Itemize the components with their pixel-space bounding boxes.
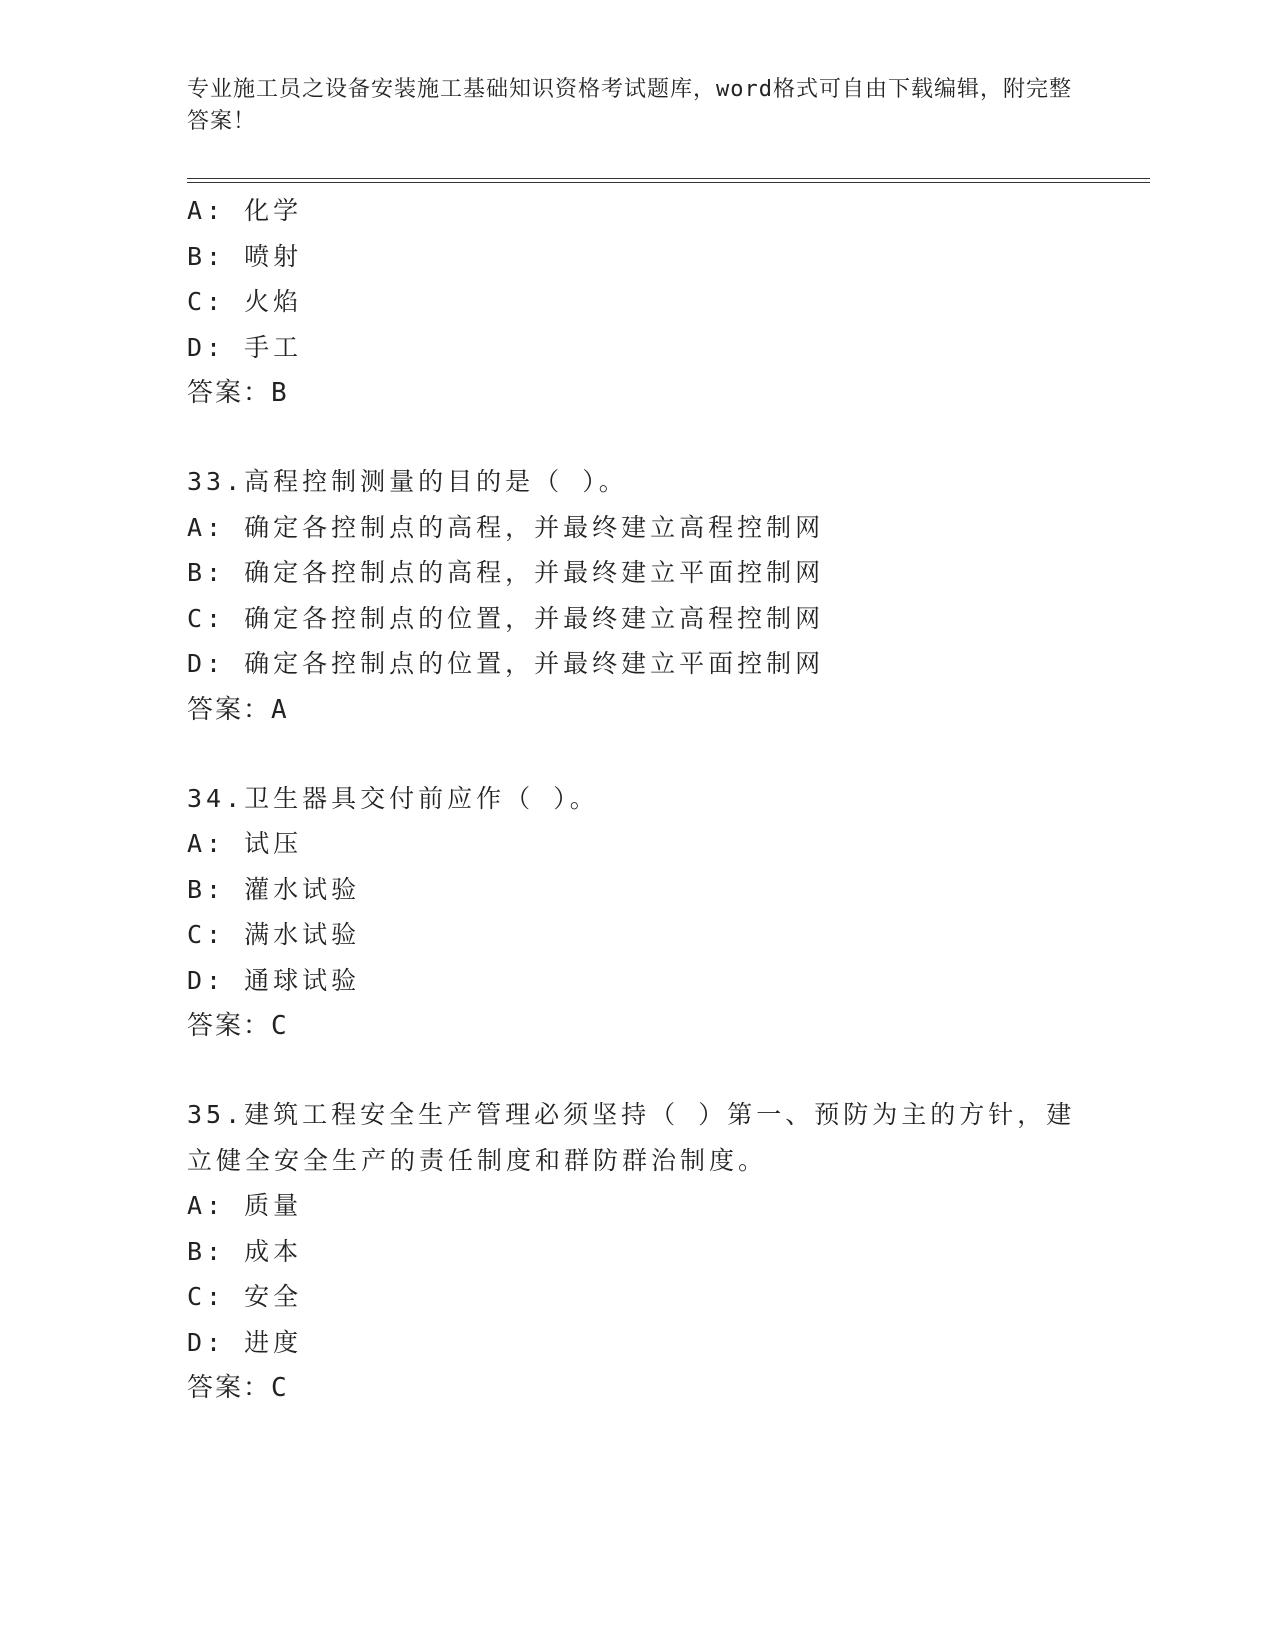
option-c <box>187 1274 1087 1320</box>
option-text: 确定各控制点的高程，并最终建立平面控制网 <box>244 558 825 587</box>
option-letter: B: <box>187 241 226 271</box>
answer-value: B <box>271 378 289 408</box>
option-c <box>187 912 1087 958</box>
option-text: 进度 <box>244 1327 303 1357</box>
option-letter: D: <box>187 965 226 995</box>
answer-label: 答案： <box>187 694 272 725</box>
question-34 <box>187 776 1087 1050</box>
option-c <box>187 279 1087 325</box>
option-text: 确定各控制点的位置，并最终建立高程控制网 <box>244 603 825 633</box>
option-b <box>187 234 1087 280</box>
option-letter: C: <box>187 603 226 633</box>
option-letter: D: <box>187 332 226 362</box>
option-text: 通球试验 <box>244 965 361 995</box>
option-letter: A: <box>187 196 226 225</box>
answer-line <box>187 1365 1087 1411</box>
option-text: 满水试验 <box>244 920 361 949</box>
answer-line <box>187 687 1087 733</box>
option-d <box>187 958 1087 1004</box>
document-header <box>187 74 1087 138</box>
option-letter: C: <box>187 287 226 316</box>
option-c <box>187 596 1087 642</box>
option-letter: D: <box>187 1327 226 1357</box>
option-text: 试压 <box>244 829 303 858</box>
answer-value: C <box>271 1011 289 1041</box>
question-stem: 34.卫生器具交付前应作（ ）。 <box>187 783 599 813</box>
option-letter: C: <box>187 1282 226 1311</box>
option-d <box>187 641 1087 687</box>
option-text: 质量 <box>244 1191 303 1220</box>
option-text: 火焰 <box>244 287 303 316</box>
question-33 <box>187 459 1087 733</box>
spacer <box>187 1049 1087 1092</box>
option-b <box>187 550 1087 596</box>
option-a <box>187 821 1087 867</box>
option-letter: B: <box>187 874 226 904</box>
answer-label: 答案： <box>187 1373 272 1403</box>
option-d <box>187 1320 1087 1366</box>
option-text: 确定各控制点的位置，并最终建立平面控制网 <box>244 649 825 678</box>
question-list <box>187 188 1087 1411</box>
option-letter: B: <box>187 558 226 587</box>
spacer <box>187 416 1087 459</box>
option-b <box>187 1229 1087 1275</box>
question-35 <box>187 1092 1087 1411</box>
answer-label: 答案： <box>187 1011 272 1041</box>
spacer <box>187 733 1087 776</box>
answer-line <box>187 370 1087 416</box>
option-text: 喷射 <box>244 241 303 271</box>
option-text: 手工 <box>244 332 303 362</box>
option-letter: A: <box>187 512 226 542</box>
option-letter: C: <box>187 920 226 949</box>
option-b <box>187 867 1087 913</box>
option-letter: B: <box>187 1236 226 1266</box>
header-divider <box>187 178 1150 183</box>
answer-label: 答案： <box>187 378 272 408</box>
option-text: 化学 <box>244 196 303 225</box>
option-letter: A: <box>187 1191 226 1220</box>
answer-value: A <box>271 694 289 725</box>
answer-line <box>187 1003 1087 1049</box>
option-letter: A: <box>187 829 226 858</box>
option-a <box>187 505 1087 551</box>
option-text: 灌水试验 <box>244 874 361 904</box>
question-stem: 33.高程控制测量的目的是（ ）。 <box>187 467 628 496</box>
option-a <box>187 1183 1087 1229</box>
option-a <box>187 188 1087 234</box>
question-partial <box>187 188 1087 416</box>
option-letter: D: <box>187 649 226 678</box>
header-text: 专业施工员之设备安装施工基础知识资格考试题库，word格式可自由下载编辑，附完整答案！ <box>187 77 1072 134</box>
answer-value: C <box>271 1373 289 1403</box>
option-text: 安全 <box>244 1282 303 1311</box>
option-text: 确定各控制点的高程，并最终建立高程控制网 <box>244 512 825 542</box>
option-d <box>187 325 1087 371</box>
question-stem: 35.建筑工程安全生产管理必须坚持（ ）第一、预防为主的方针，建立健全安全生产的责任制度和群防群治制度。 <box>187 1100 1076 1175</box>
option-text: 成本 <box>244 1236 303 1266</box>
